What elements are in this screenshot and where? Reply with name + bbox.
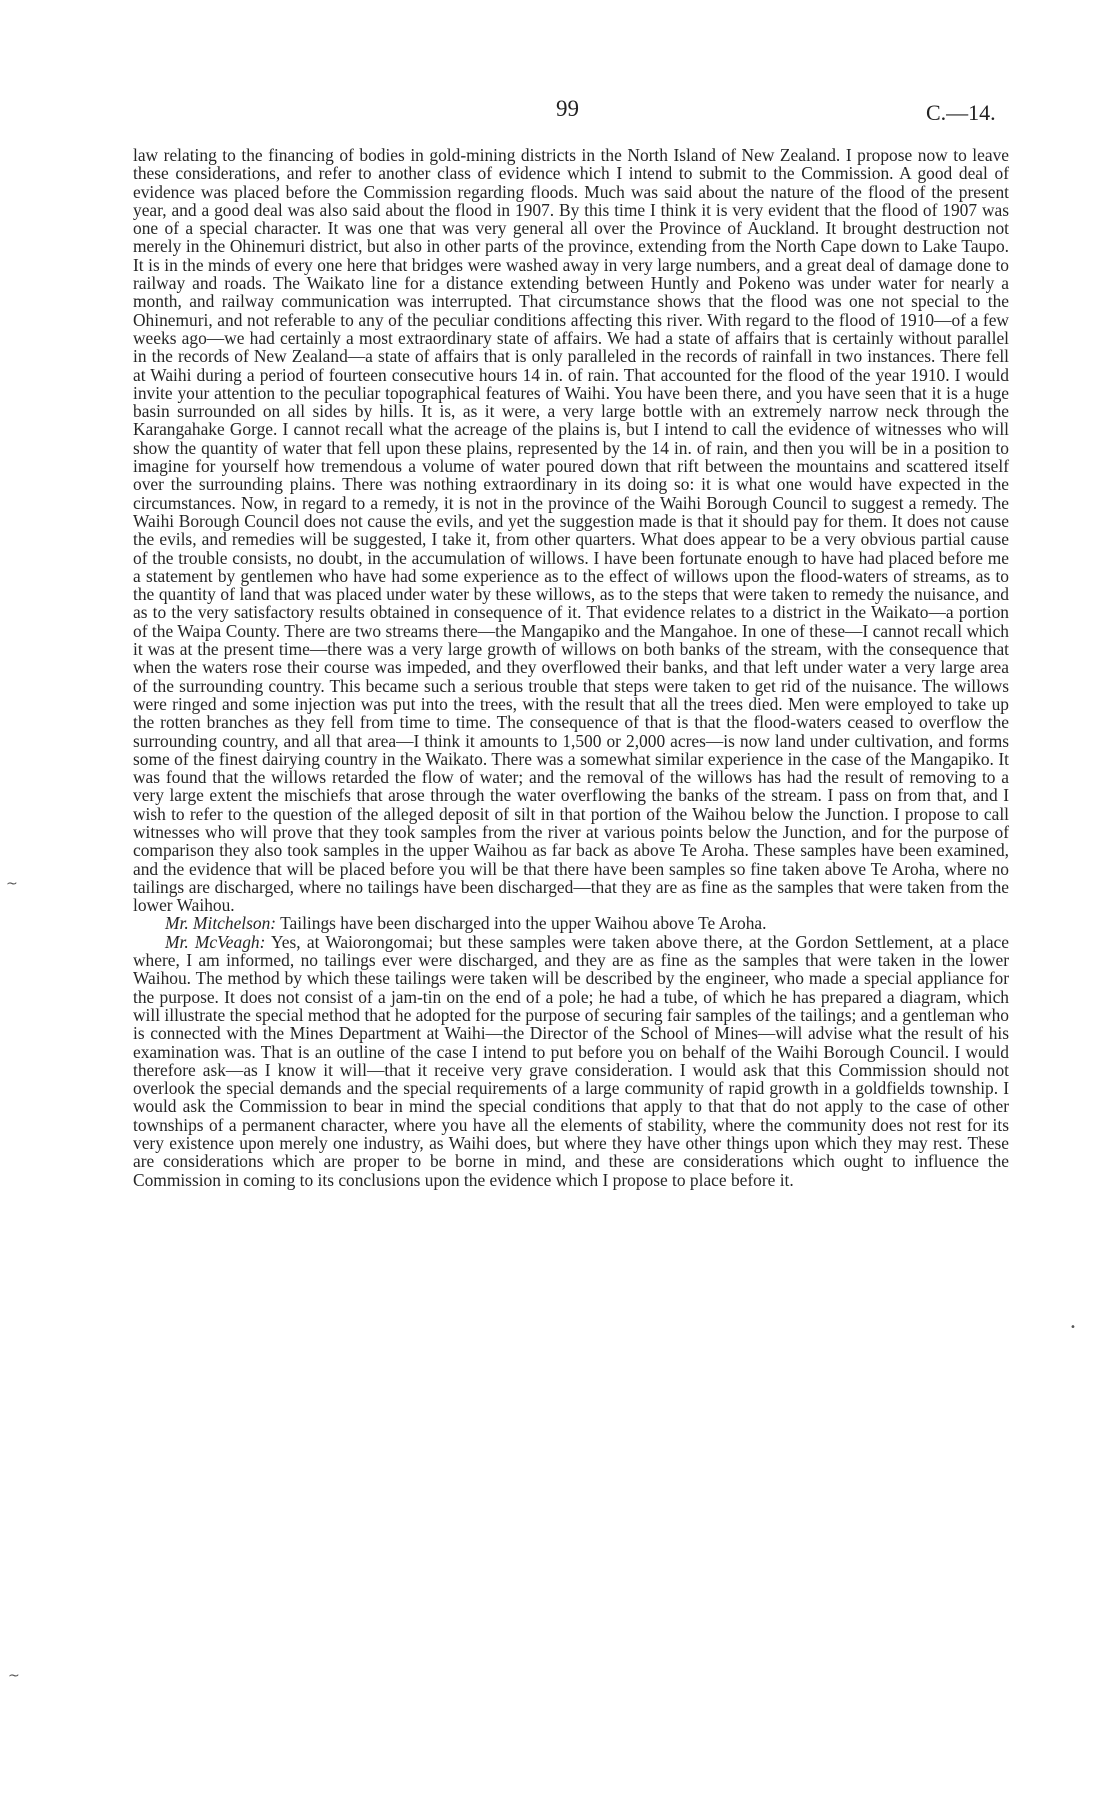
paragraph-text: Tailings have been discharged into the upper Waihou above Te Aroha. <box>276 913 767 934</box>
speaker-name: Mr. Mitchelson: <box>165 913 277 934</box>
paragraph <box>133 933 1009 1189</box>
page-header <box>0 96 1114 136</box>
paragraph-text: Yes, at Waiorongomai; but these samples were taken above there, at the Gordon Settlement, at a place where, I am informed, no tailings ever were discharged, and they are as fine as the samples that were taken in the lower Waihou. The method by which these tailings were taken will be described by the engineer, who made a special appliance for the purpose. It does not consist of a jam-tin on the end of a pole; he had a tube, of which he has prepared a diagram, which will illustrate the special method that he adopted for the purpose of securing fair samples of the tailings; and a gentleman who is connected with the Mines Department at Waihi—the Director of the School of Mines—will advise what the result of his examination was. That is an outline of the case I intend to put before you on behalf of the Waihi Borough Council. I would therefore ask—as I know it will—that it receive very grave consideration. I would ask that this Commission should not overlook the special demands and the special requirements of a large community of rapid growth in a goldfields township. I would ask the Commission to bear in mind the special conditions that apply to that that do not apply to the case of other townships of a permanent character, where you have all the elements of stability, where the community does not rest for its very existence upon merely one industry, as Waihi does, but where they have other things upon which they may rest. These are considerations which are proper to be borne in mind, and these are considerations which ought to influence the Commission in coming to its conclusions upon the evidence which I propose to place before it. <box>133 931 1009 1190</box>
speaker-name: Mr. McVeagh: <box>165 931 266 952</box>
margin-mark: • <box>1070 1322 1076 1333</box>
paragraph-text: law relating to the financing of bodies in gold-mining districts in the North Island of New Zealand. I propose now to leave these considerations, and refer to another class of evidence which I intend to submit to the Commission. A good deal of evidence was placed before the Commission regarding floods. Much was said about the nature of the flood of the present year, and a good deal was also said about the flood in 1907. By this time I think it is very evident that the flood of 1907 was one of a special character. It was one that was very general all over the Province of Auckland. It brought destruction not merely in the Ohinemuri district, but also in other parts of the province, extending from the North Cape down to Lake Taupo. It is in the minds of every one here that bridges were washed away in very large numbers, and a great deal of damage done to railway and roads. The Waikato line for a distance extending between Huntly and Pokeno was under water for nearly a month, and railway communication was interrupted. That circumstance shows that the flood was one not special to the Ohinemuri, and not referable to any of the peculiar conditions affecting this river. With regard to the flood of 1910—of a few weeks ago—we had certainly a most extraordinary state of affairs. We had a state of affairs that is certainly without parallel in the records of New Zealand—a state of affairs that is only paralleled in the records of rainfall in two instances. There fell at Waihi during a period of fourteen consecutive hours 14 in. of rain. That accounted for the flood of the year 1910. I would invite your attention to the peculiar topographical features of Waihi. You have been there, and you have seen that it is a huge basin surrounded on all sides by hills. It is, as it were, a very large bottle with an extremely narrow neck through the Karangahake Gorge. I cannot recall what the acreage of the plains is, but I intend to call the evidence of witnesses who will show the quantity of water that fell upon these plains, represented by the 14 in. of rain, and then you will be in a position to imagine for yourself how tremendous a volume of water poured down that rift between the mountains and scattered itself over the surrounding plains. There was nothing extraordinary in its doing so: it is what one would have expected in the circumstances. Now, in regard to a remedy, it is not in the province of the Waihi Borough Council to suggest a remedy. The Waihi Borough Council does not cause the evils, and yet the suggestion made is that it should pay for them. It does not cause the evils, and remedies will be suggested, I take it, from other quarters. What does appear to be a very obvious partial cause of the trouble consists, no doubt, in the accumulation of willows. I have been fortunate enough to have had placed before me a statement by gentlemen who have had some experience as to the effect of willows upon the flood-waters of streams, as to the quantity of land that was placed under water by these willows, as to the steps that were taken to remedy the nuisance, and as to the very satisfactory results obtained in consequence of it. That evidence relates to a district in the Waikato—a portion of the Waipa County. There are two streams there—the Mangapiko and the Mangahoe. In one of these—I cannot recall which it was at the present time—there was a very large growth of willows on both banks of the stream, with the consequence that when the waters rose their course was impeded, and they overflowed their banks, and that left under water a very large area of the surrounding country. This became such a serious trouble that steps were taken to get rid of the nuisance. The willows were ringed and some injection was put into the trees, with the result that all the trees died. Men were employed to take up the rotten branches as they fell from time to time. The consequence of that is that the flood-waters ceased to overflow the surrounding country, and all that area—I think it amounts to 1,500 or 2,000 acres—is now land under cultivation, and forms some of the finest dairying country in the Waikato. There was a somewhat similar experience in the case of the Mangapiko. It was found that the willows retarded the flow of water; and the removal of the willows has had the result of removing to a very large extent the mischiefs that arose through the water overflowing the banks of the stream. I pass on from that, and I wish to refer to the question of the alleged deposit of silt in that portion of the Waihou below the Junction. I propose to call witnesses who will prove that they took samples from the river at various points below the Junction, and for the purpose of comparison they also took samples in the upper Waihou as far back as above Te Aroha. These samples have been examined, and the evidence that will be placed before you will be that there have been samples so fine taken above Te Aroha, where no tailings are discharged, where no tailings have been discharged—that they are as fine as the samples that were taken from the lower Waihou. <box>133 145 1009 916</box>
document-body <box>133 146 1009 1189</box>
margin-mark: ~ <box>8 1668 20 1684</box>
page-number: 99 <box>556 96 579 121</box>
document-reference: C.—14. <box>926 100 996 125</box>
paragraph <box>133 146 1009 914</box>
margin-mark: ~ <box>6 876 18 892</box>
paragraph <box>133 914 1009 932</box>
